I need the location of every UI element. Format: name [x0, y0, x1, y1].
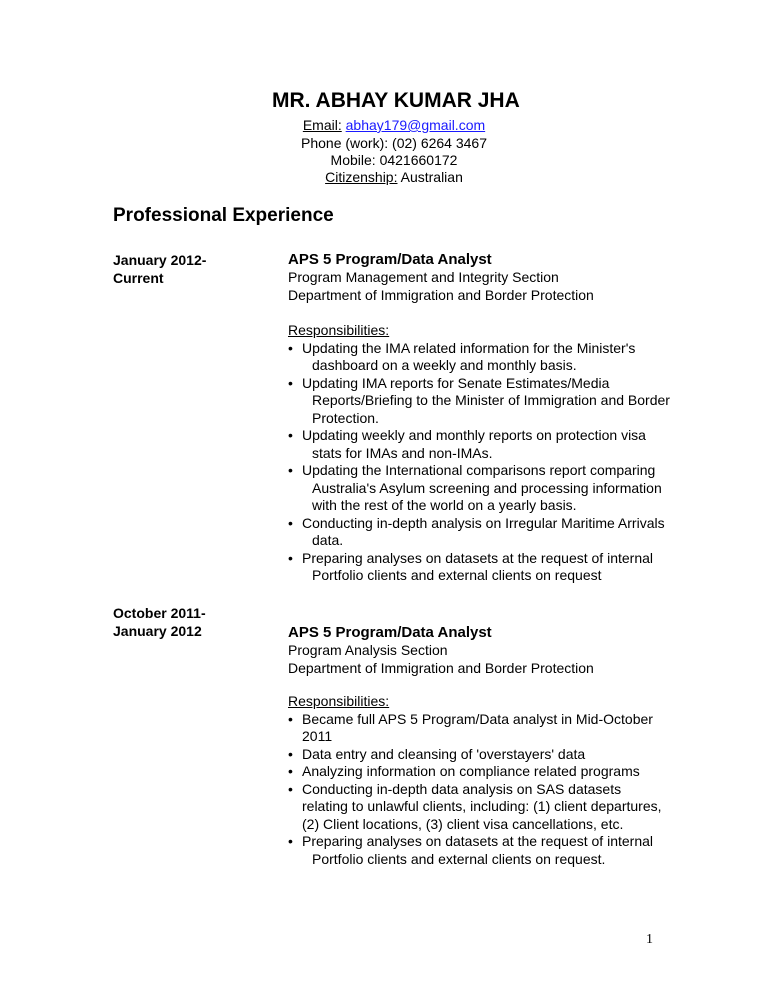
- citizenship-line: [0, 168, 768, 186]
- job-date-start: October 2011-: [113, 605, 206, 621]
- job-department: Department of Immigration and Border Protection: [288, 286, 594, 303]
- job-date-end: January 2012: [113, 623, 202, 639]
- bullet-icon: •: [288, 833, 293, 849]
- citizenship-value: Australian: [400, 169, 463, 185]
- bullet-text-cont: stats for IMAs and non-IMAs.: [312, 444, 493, 461]
- list-item: [288, 763, 718, 781]
- bullet-text: Conducting in-depth data analysis on SAS datasets: [302, 780, 622, 797]
- mobile-line: Mobile: 0421660172: [330, 152, 458, 168]
- job-department: Department of Immigration and Border Protection: [288, 659, 594, 676]
- page-number: 1: [646, 932, 653, 947]
- bullet-text-cont: dashboard on a weekly and monthly basis.: [312, 357, 577, 373]
- citizenship-label: Citizenship:: [325, 169, 398, 185]
- bullet-text: Data entry and cleansing of 'overstayers' data: [302, 745, 586, 762]
- bullet-text-cont: Protection.: [312, 409, 379, 426]
- bullet-icon: •: [288, 780, 293, 797]
- list-item: [288, 746, 718, 764]
- job-date-end: Current: [113, 270, 164, 286]
- list-item: [288, 550, 718, 585]
- bullet-icon: •: [288, 745, 293, 762]
- email-link[interactable]: abhay179@gmail.com: [345, 117, 486, 133]
- job-section: Program Management and Integrity Section: [288, 269, 559, 285]
- list-item: [288, 781, 718, 834]
- job-dates: [113, 251, 283, 287]
- bullet-icon: •: [288, 514, 293, 531]
- email-label: Email:: [302, 117, 342, 133]
- list-item: [288, 375, 718, 428]
- bullet-text-cont: data.: [312, 532, 344, 548]
- job-detail: [288, 251, 718, 585]
- job-dates: [113, 604, 283, 640]
- list-item: [288, 462, 718, 515]
- bullet-icon: •: [288, 374, 293, 391]
- bullet-icon: •: [288, 462, 293, 478]
- responsibilities-label: Responsibilities:: [288, 322, 390, 338]
- bullet-text: Updating IMA reports for Senate Estimates/Media: [302, 374, 610, 391]
- bullet-text-cont: with the rest of the world on a yearly basis.: [312, 497, 577, 513]
- bullet-icon: •: [288, 427, 293, 443]
- job-detail: [288, 624, 718, 868]
- bullet-icon: •: [288, 549, 293, 566]
- bullet-text: Updating the International comparisons report comparing: [302, 462, 656, 478]
- bullet-icon: •: [288, 710, 293, 727]
- bullet-text-cont: (2) Client locations, (3) client visa cancellations, etc.: [302, 815, 624, 832]
- list-item: [288, 515, 718, 550]
- bullet-text: Conducting in-depth analysis on Irregular Maritime Arrivals: [302, 514, 665, 531]
- section-title: Professional Experience: [113, 205, 334, 226]
- list-item: [288, 340, 718, 375]
- bullet-text-cont: Australia's Asylum screening and processing information: [312, 479, 662, 496]
- bullet-text: Preparing analyses on datasets at the request of internal: [302, 549, 653, 566]
- bullet-icon: •: [288, 763, 293, 779]
- bullet-text: Preparing analyses on datasets at the request of internal: [302, 833, 653, 849]
- job-section: Program Analysis Section: [288, 642, 448, 658]
- bullet-text-cont: relating to unlawful clients, including: (1) client departures,: [302, 798, 662, 814]
- phone-line: Phone (work): (02) 6264 3467: [301, 135, 487, 151]
- bullet-text-cont: Portfolio clients and external clients on request.: [312, 850, 606, 867]
- responsibilities-list: [288, 711, 718, 869]
- bullet-text: Updating weekly and monthly reports on protection visa: [302, 427, 646, 443]
- bullet-text: Updating the IMA related information for the Minister's: [302, 339, 636, 356]
- candidate-name: MR. ABHAY KUMAR JHA: [272, 89, 520, 112]
- list-item: [288, 833, 718, 868]
- responsibilities-label: Responsibilities:: [288, 693, 390, 709]
- job-title: APS 5 Program/Data Analyst: [288, 624, 492, 641]
- bullet-text-cont: Reports/Briefing to the Minister of Immigration and Border: [312, 392, 670, 408]
- job-title: APS 5 Program/Data Analyst: [288, 251, 492, 268]
- bullet-icon: •: [288, 339, 293, 356]
- bullet-text: Analyzing information on compliance related programs: [302, 763, 640, 779]
- job-date-start: January 2012-: [113, 252, 207, 268]
- list-item: [288, 711, 718, 746]
- email-line: [0, 116, 768, 134]
- bullet-text-cont: 2011: [302, 728, 333, 744]
- list-item: [288, 427, 718, 462]
- responsibilities-list: [288, 340, 718, 585]
- bullet-text: Became full APS 5 Program/Data analyst in Mid-October: [302, 710, 653, 727]
- bullet-text-cont: Portfolio clients and external clients on request: [312, 567, 602, 583]
